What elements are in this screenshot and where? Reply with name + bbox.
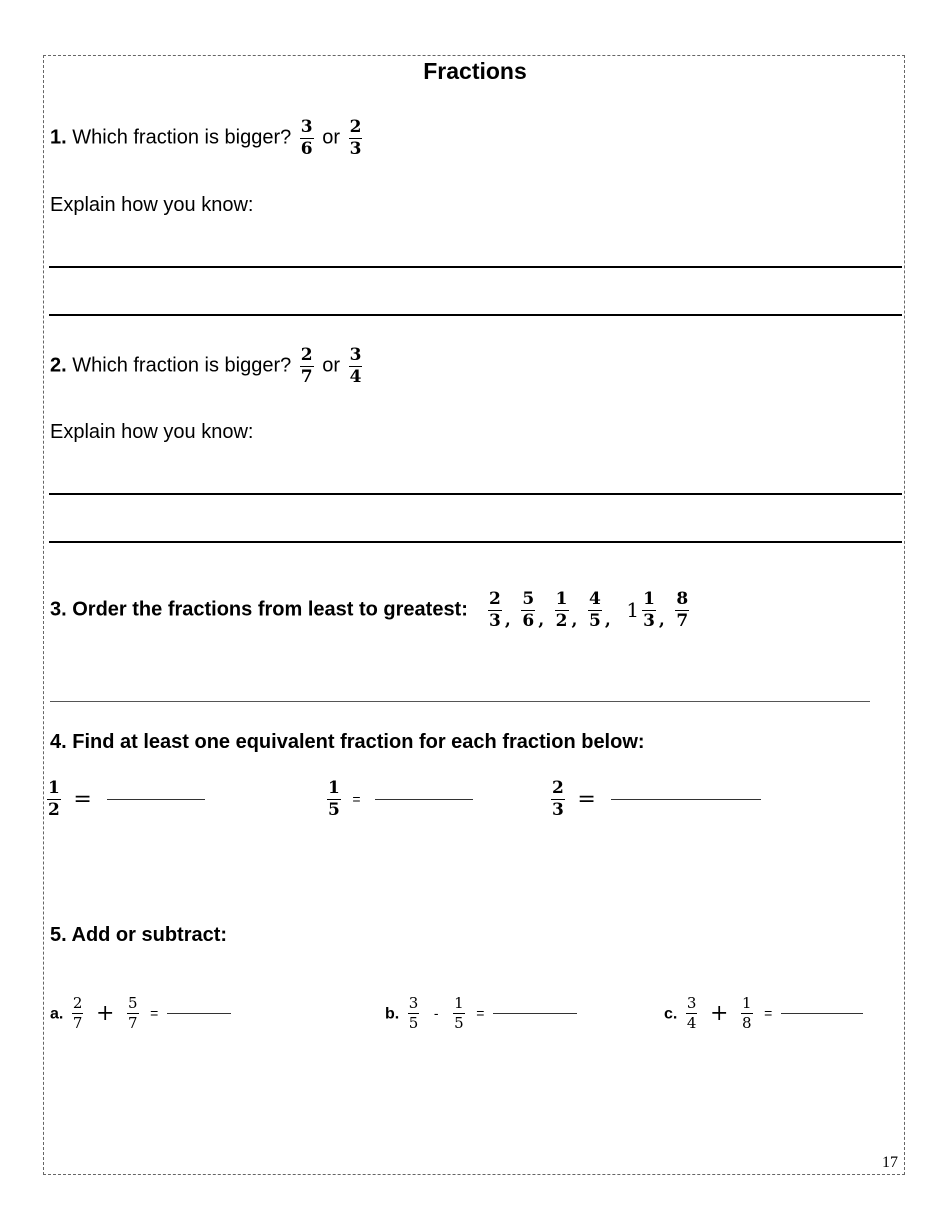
q4-fraction-c: $\frac{2}{3}$ bbox=[552, 778, 564, 820]
q5-a-equals: = bbox=[150, 1005, 159, 1021]
question-2-number: 2. bbox=[50, 354, 67, 377]
q4-answer-blank-a[interactable] bbox=[107, 798, 205, 800]
q3-fraction-5: $\frac{1}{3}$ bbox=[643, 589, 655, 631]
q5-b-fraction-2: $\frac{1}{5}$ bbox=[454, 994, 464, 1032]
q5-c-fraction-2: $\frac{1}{8}$ bbox=[742, 994, 752, 1032]
q4-equals-b: = bbox=[352, 791, 361, 808]
q5-c-operator: + bbox=[710, 1000, 729, 1026]
question-3: 3. Order the fractions from least to greatest: $\frac{2}{3}$ , $\frac{5}{6}$ , $\frac{1}{2}$ , $\frac{4}{5}$ , 1 $\frac{1}{3}$ , $\frac{8}{7}$ bbox=[50, 589, 689, 631]
q5-c-equals: = bbox=[764, 1005, 773, 1021]
q3-answer-line[interactable] bbox=[50, 701, 870, 702]
q5-item-c bbox=[664, 995, 863, 1031]
q5-label-b: b. bbox=[385, 1005, 400, 1023]
q1-fraction-a: $\frac{3}{6}$ bbox=[300, 117, 313, 159]
question-5-prompt: 5. Add or subtract: bbox=[50, 924, 228, 946]
q4-item-c bbox=[548, 779, 761, 819]
q4-fraction-a: $\frac{1}{2}$ bbox=[48, 778, 60, 820]
q5-label-c: c. bbox=[664, 1005, 678, 1023]
q3-fraction-6: $\frac{8}{7}$ bbox=[676, 589, 689, 631]
q3-fraction-2: $\frac{5}{6}$ bbox=[522, 589, 535, 631]
page-number: 17 bbox=[882, 1154, 898, 1171]
q5-item-a bbox=[50, 995, 231, 1031]
question-2 bbox=[50, 346, 365, 386]
q3-fraction-4: $\frac{4}{5}$ bbox=[589, 589, 601, 631]
question-3-prompt: 3. Order the fractions from least to greatest: bbox=[50, 598, 468, 621]
page-title: Fractions bbox=[423, 58, 527, 84]
q5-b-operator: - bbox=[433, 1005, 439, 1021]
question-1-number: 1. bbox=[50, 126, 67, 149]
q4-item-a bbox=[44, 779, 205, 819]
q5-a-fraction-2: $\frac{5}{7}$ bbox=[128, 994, 138, 1032]
q5-b-equals: = bbox=[476, 1005, 485, 1021]
q5-a-answer-blank[interactable] bbox=[167, 1012, 231, 1014]
q3-fraction-1: $\frac{2}{3}$ bbox=[489, 589, 501, 631]
q1-answer-line-2[interactable] bbox=[49, 314, 902, 316]
question-4-prompt: 4. Find at least one equivalent fraction for each fraction below: bbox=[50, 731, 645, 753]
q3-fraction-3: $\frac{1}{2}$ bbox=[555, 589, 568, 631]
q2-answer-line-2[interactable] bbox=[49, 541, 902, 543]
q5-a-fraction-1: $\frac{2}{7}$ bbox=[72, 994, 83, 1032]
q4-item-b bbox=[324, 779, 473, 819]
q1-answer-line-1[interactable] bbox=[49, 266, 902, 268]
q5-b-fraction-1: $\frac{3}{5}$ bbox=[408, 994, 419, 1032]
q5-label-a: a. bbox=[50, 1005, 64, 1023]
q2-answer-line-1[interactable] bbox=[49, 493, 902, 495]
q3-fraction-5-whole: 1 bbox=[626, 598, 640, 623]
q4-fraction-b: $\frac{1}{5}$ bbox=[328, 778, 340, 820]
q4-answer-blank-b[interactable] bbox=[375, 798, 473, 800]
question-2-prompt: Which fraction is bigger? bbox=[72, 354, 292, 377]
q4-equals-a: = bbox=[73, 786, 92, 812]
q5-b-answer-blank[interactable] bbox=[493, 1012, 577, 1014]
question-1 bbox=[50, 118, 365, 158]
question-1-prompt: Which fraction is bigger? bbox=[72, 126, 292, 149]
q5-a-operator: + bbox=[96, 1000, 115, 1026]
q2-fraction-b: $\frac{3}{4}$ bbox=[349, 345, 362, 387]
q5-c-fraction-1: $\frac{3}{4}$ bbox=[686, 994, 697, 1032]
q2-fraction-a: $\frac{2}{7}$ bbox=[300, 345, 313, 387]
q5-item-b bbox=[385, 995, 577, 1031]
q5-c-answer-blank[interactable] bbox=[781, 1012, 863, 1014]
q2-or: or bbox=[322, 354, 340, 377]
q1-explain-label: Explain how you know: bbox=[50, 194, 254, 216]
q4-equals-c: = bbox=[577, 786, 596, 812]
q4-answer-blank-c[interactable] bbox=[611, 798, 761, 800]
q1-fraction-b: $\frac{2}{3}$ bbox=[349, 117, 362, 159]
q2-explain-label: Explain how you know: bbox=[50, 421, 254, 443]
q1-or: or bbox=[322, 126, 340, 149]
